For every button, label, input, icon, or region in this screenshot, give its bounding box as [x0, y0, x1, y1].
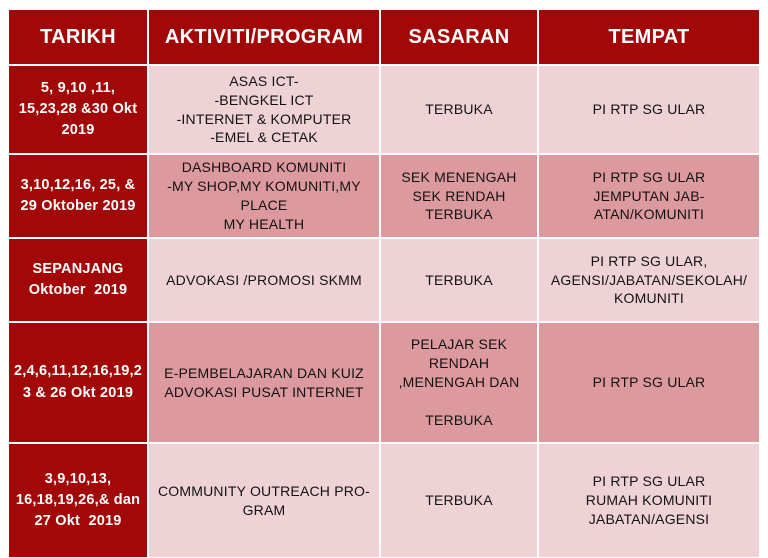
activity-schedule-table: [8, 9, 760, 558]
cell-line: COMMUNITY OUTREACH PRO-: [157, 482, 370, 499]
cell-line: -INTERNET & KOMPUTER: [176, 110, 352, 127]
cell-line: MY HEALTH: [223, 215, 305, 232]
cell-line: GRAM: [242, 501, 286, 518]
cell-sasaran: [380, 65, 538, 154]
column-header-aktiviti: AKTIVITI/PROGRAM: [148, 9, 380, 65]
cell-text: [153, 72, 375, 148]
cell-line: TERBUKA: [425, 271, 493, 288]
cell-tempat: [538, 65, 760, 154]
header-row: [8, 9, 760, 65]
cell-line: ASAS ICT-: [229, 72, 299, 89]
cell-line: 16,18,19,26,& dan: [15, 491, 141, 508]
cell-line: JEMPUTAN JAB-: [593, 187, 705, 204]
column-header-tempat: TEMPAT: [538, 9, 760, 65]
cell-text: [543, 472, 755, 529]
cell-line: PI RTP SG ULAR: [592, 473, 706, 490]
cell-line: TERBUKA: [425, 492, 493, 509]
cell-line: SEK MENENGAH: [401, 168, 517, 185]
cell-sasaran: [380, 154, 538, 238]
cell-text: [153, 364, 375, 402]
cell-line: JABATAN/AGENSI: [588, 510, 710, 527]
cell-line: ADVOKASI /PROMOSI SKMM: [166, 271, 362, 288]
cell-text: [385, 491, 533, 510]
cell-tempat: [538, 154, 760, 238]
cell-line: PI RTP SG ULAR: [592, 168, 706, 185]
cell-tarikh: [8, 443, 148, 558]
cell-text: [385, 168, 533, 225]
cell-text: [543, 168, 755, 225]
cell-line: KOMUNITI: [613, 290, 685, 307]
cell-tempat: [538, 238, 760, 322]
cell-text: [13, 361, 143, 403]
cell-line: 3,10,12,16, 25, &: [20, 176, 136, 193]
cell-text: [13, 259, 143, 301]
cell-line: TERBUKA: [425, 206, 493, 223]
cell-sasaran: [380, 443, 538, 558]
cell-line: TERBUKA: [425, 101, 493, 118]
column-header-sasaran: SASARAN: [380, 9, 538, 65]
cell-line: 3 & 26 Okt 2019: [22, 384, 134, 401]
cell-line: ADVOKASI PUSAT INTERNET: [164, 383, 364, 400]
cell-text: [543, 252, 755, 309]
cell-aktiviti: [148, 443, 380, 558]
cell-line: 29 Oktober 2019: [20, 198, 136, 214]
cell-text: [13, 78, 143, 141]
table-header: [8, 9, 760, 65]
cell-line: PI RTP SG ULAR,: [590, 252, 708, 269]
cell-line: [385, 392, 533, 411]
cell-text: [543, 373, 755, 392]
cell-tempat: [538, 322, 760, 443]
table-row: [8, 238, 760, 322]
cell-aktiviti: [148, 238, 380, 322]
cell-text: [385, 271, 533, 290]
table-row: [8, 65, 760, 154]
table-row: [8, 154, 760, 238]
cell-line: E-PEMBELAJARAN DAN KUIZ: [164, 364, 364, 381]
cell-text: [153, 271, 375, 290]
cell-line: Oktober 2019: [28, 282, 128, 298]
cell-text: [153, 158, 375, 234]
cell-line: 2,4,6,11,12,16,19,2: [14, 363, 142, 380]
table-row: [8, 322, 760, 443]
cell-line: RUMAH KOMUNITI: [585, 492, 713, 509]
cell-text: [385, 335, 533, 429]
cell-tarikh: [8, 65, 148, 154]
cell-line: 15,23,28 &30 Okt: [18, 100, 138, 117]
cell-line: PI RTP SG ULAR: [592, 101, 706, 118]
cell-line: ,MENENGAH DAN: [398, 374, 520, 391]
cell-sasaran: [380, 238, 538, 322]
cell-text: [13, 175, 143, 217]
cell-tarikh: [8, 322, 148, 443]
cell-line: 3,9,10,13,: [44, 470, 112, 487]
cell-line: PELAJAR SEK RENDAH: [410, 336, 512, 372]
cell-line: 5, 9,10 ,11,: [40, 79, 116, 96]
cell-line: SEK RENDAH: [412, 187, 506, 204]
cell-tarikh: [8, 154, 148, 238]
cell-line: PI RTP SG ULAR: [592, 374, 706, 391]
cell-line: AGENSI/JABATAN/SEKOLAH/: [550, 271, 748, 288]
cell-text: [153, 482, 375, 520]
cell-text: [543, 100, 755, 119]
cell-line: -BENGKEL ICT: [214, 91, 314, 108]
cell-sasaran: [380, 322, 538, 443]
cell-aktiviti: [148, 322, 380, 443]
cell-line: SEPANJANG: [32, 260, 124, 277]
cell-line: -MY SHOP,MY KOMUNITI,MY PLACE: [167, 178, 365, 213]
table-body: [8, 65, 760, 558]
cell-line: TERBUKA: [425, 411, 493, 428]
table-row: [8, 443, 760, 558]
cell-line: ATAN/KOMUNITI: [593, 206, 705, 223]
cell-line: DASHBOARD KOMUNITI: [181, 159, 347, 176]
cell-aktiviti: [148, 65, 380, 154]
cell-line: -EMEL & CETAK: [210, 129, 318, 146]
column-header-tarikh: TARIKH: [8, 9, 148, 65]
cell-line: 2019: [61, 122, 95, 138]
cell-tempat: [538, 443, 760, 558]
cell-tarikh: [8, 238, 148, 322]
cell-text: [13, 469, 143, 532]
cell-text: [385, 100, 533, 119]
cell-line: 27 Okt 2019: [34, 513, 122, 529]
cell-aktiviti: [148, 154, 380, 238]
